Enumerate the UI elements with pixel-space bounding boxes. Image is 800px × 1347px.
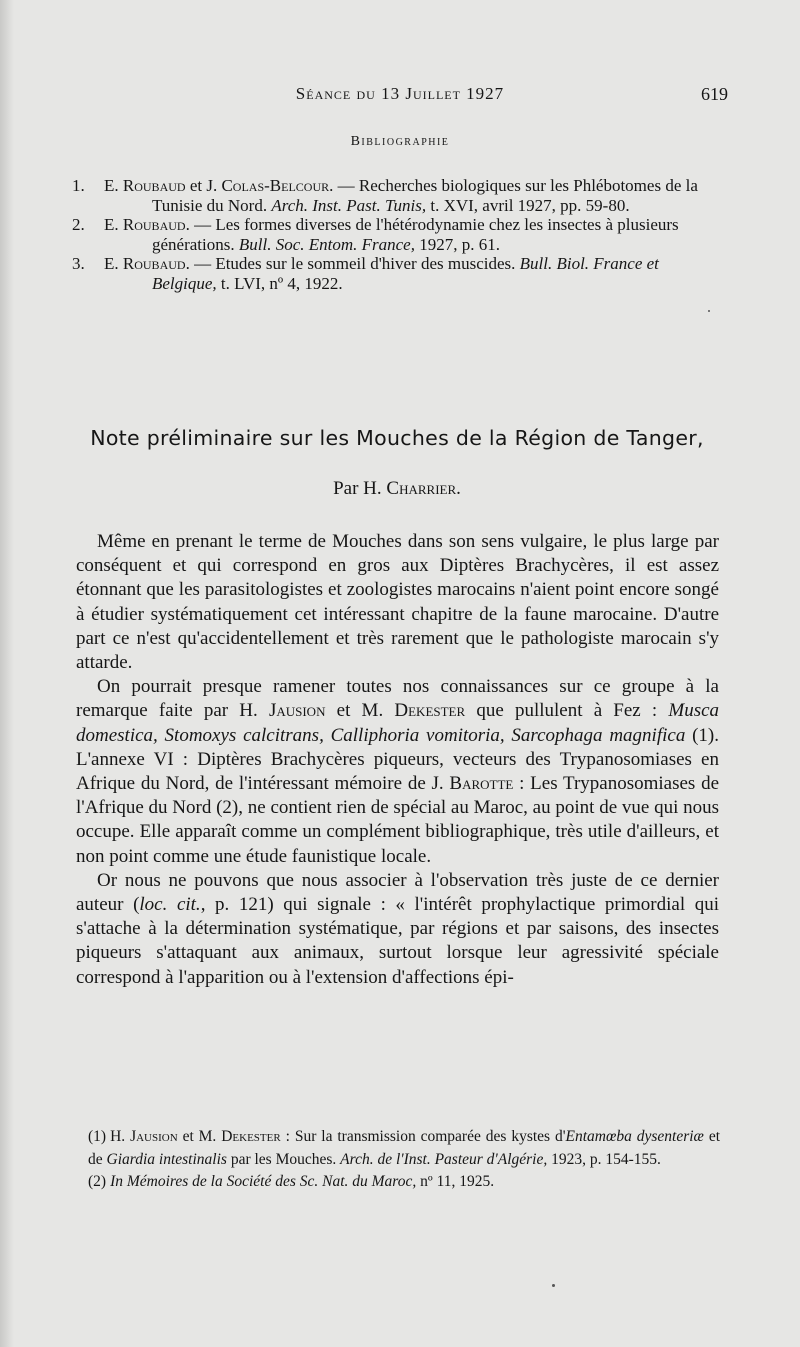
- author-name: Roubaud.: [122, 215, 190, 234]
- author-name: Dekester: [221, 1128, 281, 1145]
- running-head: [0, 84, 800, 112]
- author-initial: E.: [104, 176, 119, 195]
- paragraph: [76, 675, 719, 869]
- species-name: Entamœba dysenteriæ: [565, 1128, 704, 1145]
- reference-details: t. XVI, avril 1927, pp. 59-80.: [430, 195, 630, 215]
- reference-source: Arch. de l'Inst. Pasteur d'Algérie,: [340, 1150, 548, 1168]
- paragraph: [76, 869, 719, 990]
- text-run: H.: [110, 1128, 126, 1145]
- author-name: Roubaud: [122, 176, 186, 195]
- text-run: On pourrait presque ramener toutes nos connaissances sur ce groupe à la remarque faite par H.: [76, 676, 719, 722]
- author-name: Jausion: [268, 700, 326, 722]
- author-joiner: et J.: [189, 176, 218, 195]
- footnote-marker: (1): [88, 1128, 107, 1145]
- reference-title: — Etudes sur le sommeil d'hiver des muscides.: [194, 254, 516, 273]
- print-speck: [552, 1284, 555, 1287]
- article-title: Note préliminaire sur les Mouches de la Région de Tanger,: [90, 426, 704, 450]
- text-run: : Les Trypanosomiases de l'Afrique du Nord (2), ne contient rien de spécial au Maroc, au point de vue qui nous occupe. Elle apparaît comme un complément bibliographique, très utile d'ailleurs, et non point comme une étude faunistique locale.: [76, 773, 720, 867]
- author-name: Dekester: [394, 700, 466, 722]
- bibliography-entry: [72, 176, 722, 215]
- reference-source: Bull. Biol. France et Belgique,: [152, 254, 659, 293]
- author-initial: E.: [104, 254, 119, 273]
- page-gutter-shadow: [0, 0, 14, 1347]
- bibliography-entry: [72, 215, 722, 254]
- text-run: Or nous ne pouvons que nous associer à l'observation très juste de ce dernier auteur (: [76, 869, 719, 916]
- byline-prefix: Par H.: [333, 478, 382, 499]
- species-list: Musca domestica, Stomoxys calcitrans, Calliphoria vomitoria, Sarcophaga magnifica: [76, 700, 720, 746]
- print-speck: [708, 310, 710, 312]
- footnote: [88, 1126, 720, 1171]
- reference-source: In Mémoires de la Société des Sc. Nat. du Maroc,: [110, 1173, 417, 1190]
- text-run: nº 11, 1925.: [420, 1173, 495, 1190]
- page-number: 619: [701, 84, 728, 104]
- article-author-line: [72, 478, 722, 500]
- author-name: Colas-Belcour.: [221, 176, 334, 195]
- citation-abbrev: loc. cit.: [139, 894, 201, 916]
- text-run: et M.: [182, 1128, 217, 1145]
- text-run: et de: [88, 1128, 720, 1168]
- article-author: Charrier.: [386, 478, 461, 499]
- author-name: Barotte: [449, 773, 514, 795]
- bibliography-list: [72, 176, 722, 293]
- author-initial: E.: [104, 215, 119, 234]
- text-run: (1). L'annexe VI : Diptères Brachycères piqueurs, vecteurs des Trypanosomiases en Afrique du Nord, de l'intéressant mémoire de J.: [76, 724, 719, 795]
- text-run: 1923, p. 154-155.: [551, 1150, 661, 1168]
- text-run: et M.: [336, 700, 384, 722]
- text-run: : Sur la transmission comparée des kystes d': [285, 1128, 566, 1145]
- bibliography-entry: [72, 254, 722, 293]
- bibliography-heading: Bibliographie: [350, 134, 450, 149]
- running-title: Séance du 13 Juillet 1927: [295, 84, 505, 103]
- reference-details: t. LVI, nº 4, 1922.: [220, 273, 343, 293]
- reference-title: — Les formes diverses de l'hétérodynamie chez les insectes à plusieurs générations.: [152, 215, 679, 254]
- reference-title: — Recherches biologiques sur les Phlébotomes de la Tunisie du Nord.: [152, 176, 698, 215]
- species-name: Giardia intestinalis: [106, 1150, 227, 1168]
- entry-number: 1.: [72, 176, 85, 195]
- text-run: par les Mouches.: [230, 1150, 337, 1168]
- footnote: [88, 1171, 720, 1194]
- text-run: que pullulent à Fez :: [476, 700, 658, 722]
- reference-source: Bull. Soc. Entom. France,: [238, 234, 415, 254]
- reference-source: Arch. Inst. Past. Tunis,: [271, 195, 427, 215]
- footnote-marker: (2): [88, 1173, 107, 1190]
- author-name: Roubaud.: [122, 254, 190, 273]
- reference-details: 1927, p. 61.: [419, 234, 500, 254]
- footnotes: [88, 1126, 720, 1194]
- author-name: Jausion: [130, 1128, 178, 1145]
- entry-number: 3.: [72, 254, 85, 273]
- paragraph: Même en prenant le terme de Mouches dans son sens vulgaire, le plus large par conséquent et qui correspond en gros aux Diptères Brachycères, il est assez étonnant que les parasitologistes et zoologistes marocains n'aient point encore songé à étudier systématiquement cet intéressant chapitre de la faune marocaine. D'autre part ce n'est qu'accidentellement et très rarement que le pathologiste marocain s'y attarde.: [76, 531, 719, 674]
- text-run: , p. 121) qui signale : « l'intérêt prophylactique primordial qui s'attache à la détermination systématique, par régions et par saisons, des insectes piqueurs s'attaquant aux animaux, surtout lorsque leur agressivité spéciale correspond à l'apparition ou à l'extension d'affections épi-: [76, 894, 719, 988]
- entry-number: 2.: [72, 215, 85, 234]
- article-body: [76, 530, 719, 990]
